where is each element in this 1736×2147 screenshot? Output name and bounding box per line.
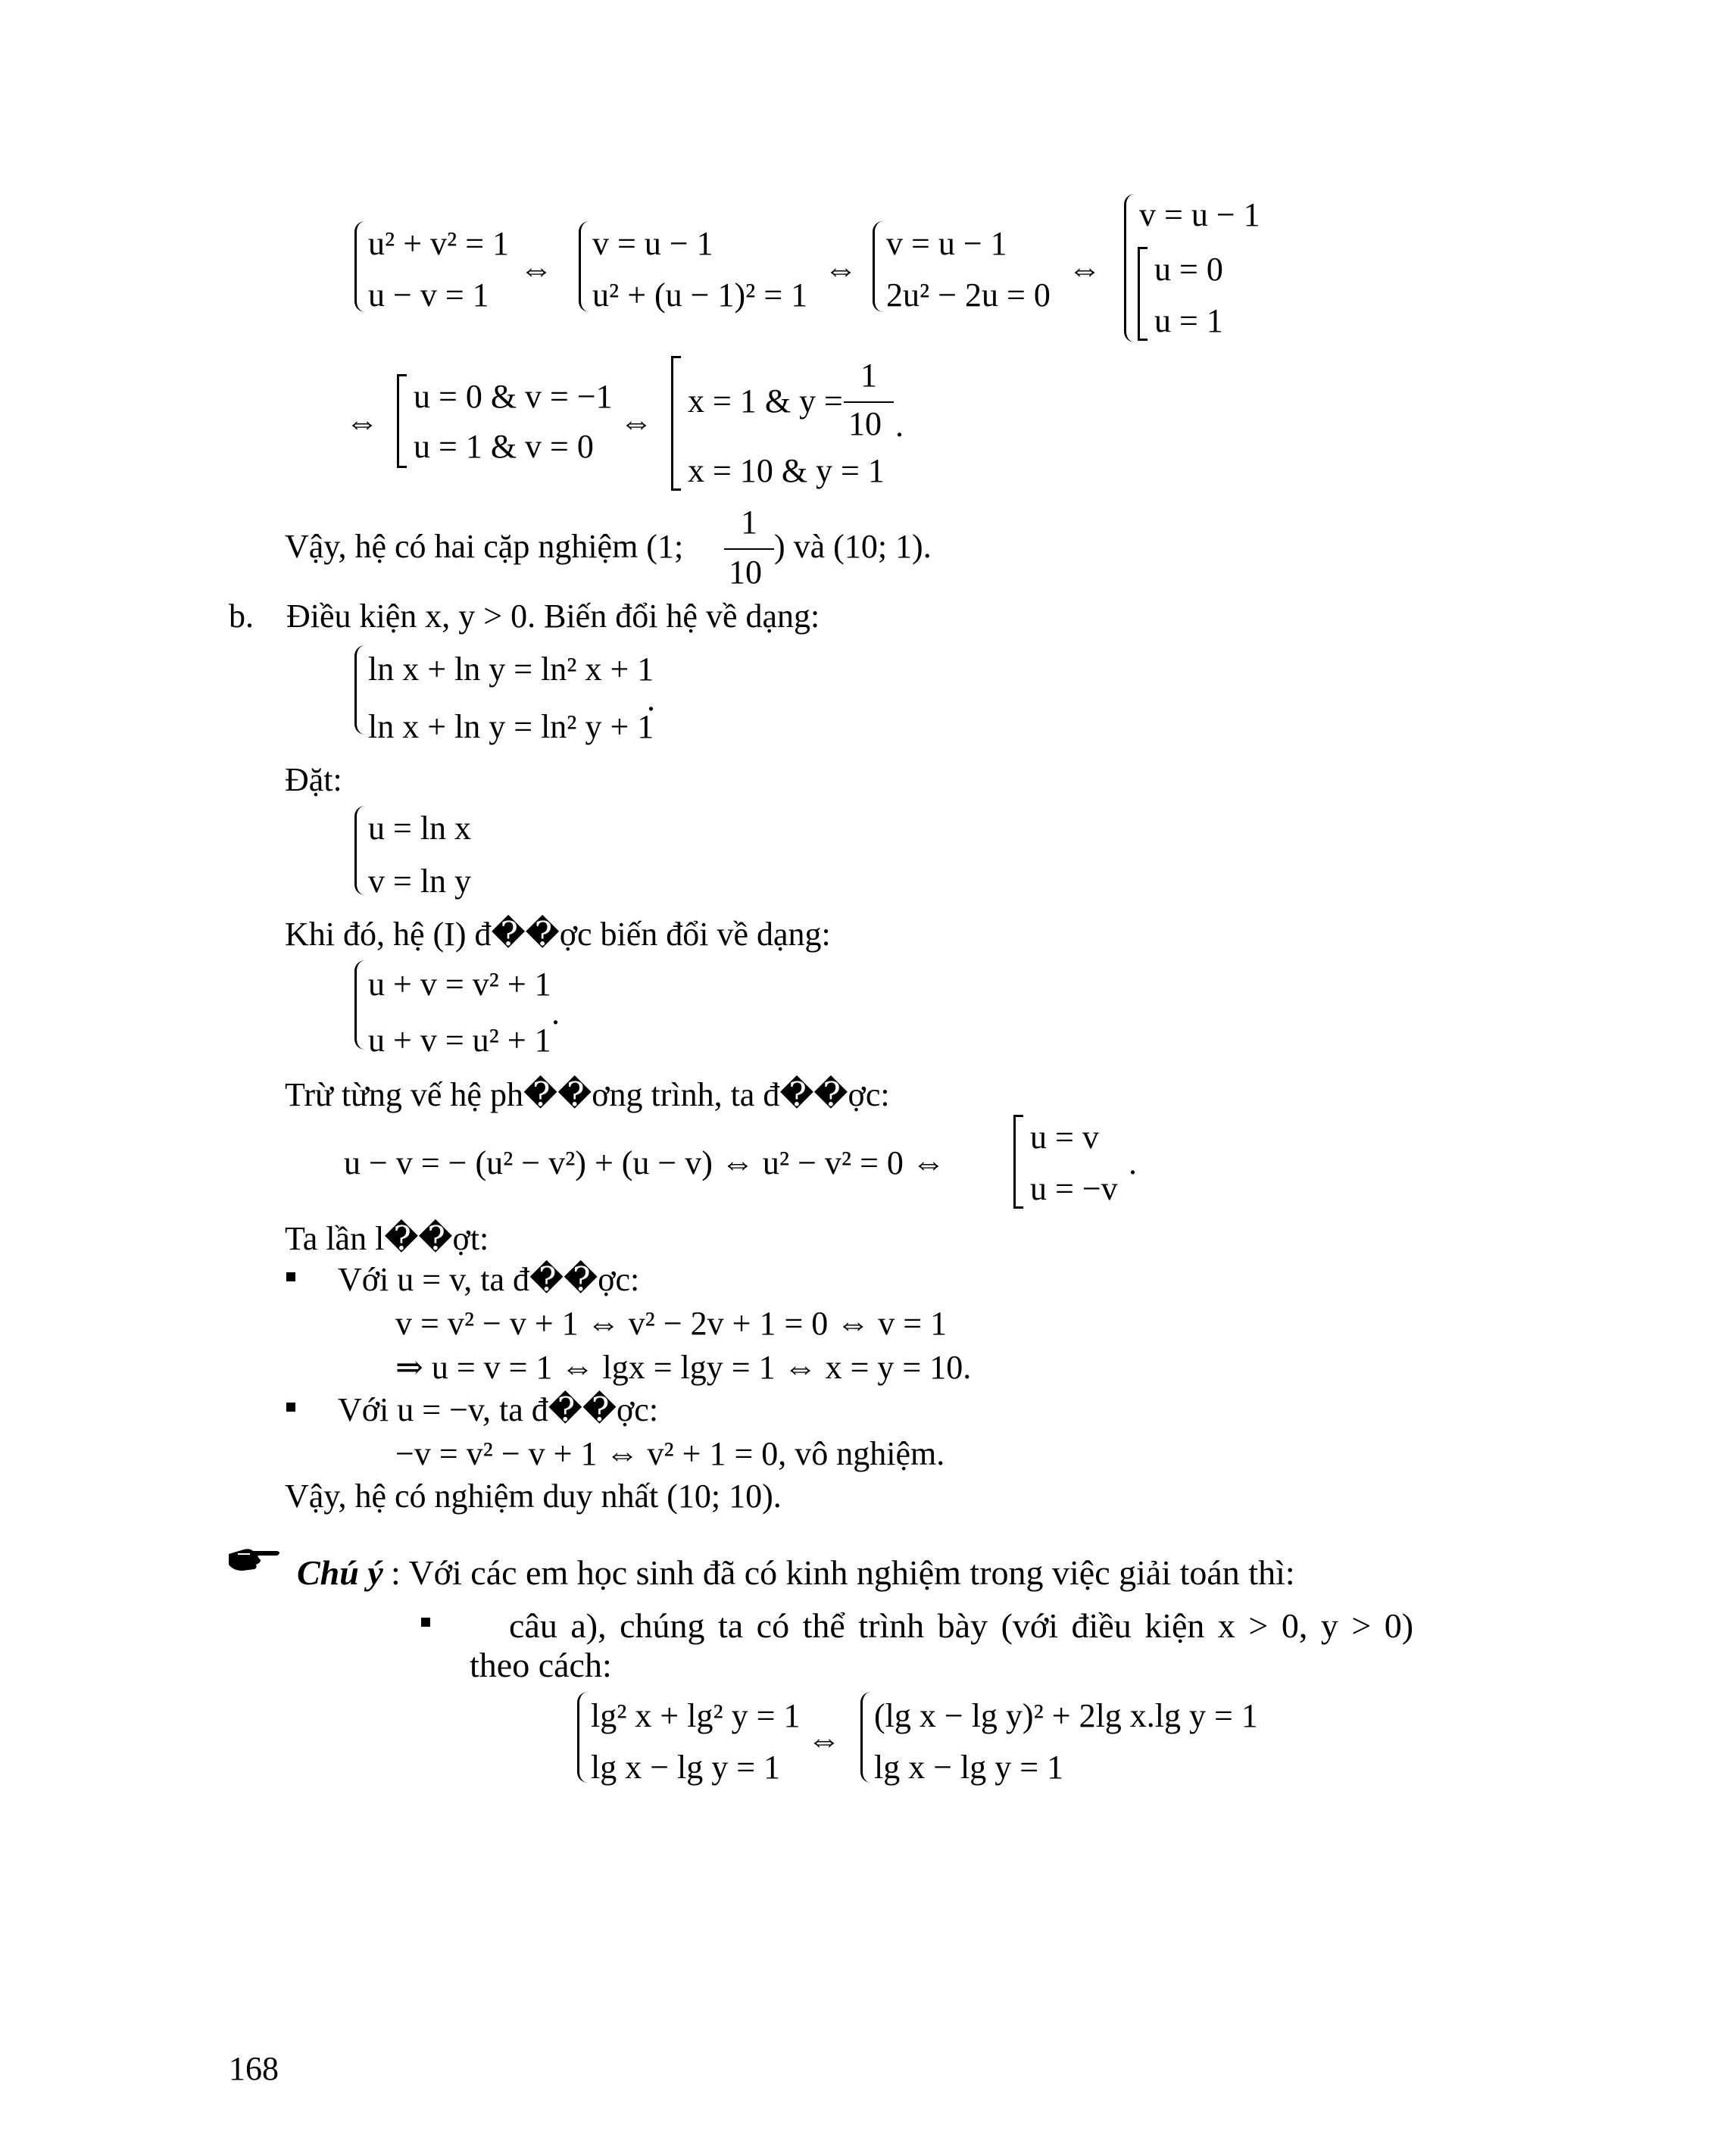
system-2-line-2: u² + (u − 1)² = 1 [592,276,808,314]
pointing-hand-icon [227,1543,283,1574]
system-3-line-1: v = u − 1 [886,225,1007,262]
equivalence-symbol: ⇔ [824,251,857,288]
or-bracket [397,374,407,468]
period: . [1129,1144,1137,1181]
bullet-icon [286,1403,295,1412]
paragraph-text: Khi đó, hệ (I) đ��ợc biến đổi về dạng: [285,916,831,953]
case-heading: Với u = v, ta đ��ợc: [338,1261,640,1298]
case-line-2: ⇒ u = v = 1 ⇔ lgx = lgy = 1 ⇔ x = y = 10. [395,1349,972,1386]
equivalence-symbol: ⇔ [345,404,379,441]
fraction-bar [724,548,774,550]
case-line-1: −v = v² − v + 1 ⇔ v² + 1 = 0, vô nghiệm. [395,1435,945,1472]
system-4-brace [1124,194,1137,342]
system-1-line-2: u − v = 1 [368,276,489,314]
system-brace [577,1692,590,1783]
system-line-2: lg x − lg y = 1 [591,1749,781,1786]
fraction-numerator: 1 [741,504,757,541]
system-line-2: ln x + ln y = ln² y + 1 [368,708,654,745]
system-line-2: u + v = u² + 1 [368,1022,551,1059]
note-item-line-2: theo cách: [470,1646,612,1684]
period: . [551,994,560,1031]
system-3-line-2: 2u² − 2u = 0 [886,276,1051,314]
condition-text: Điều kiện x, y > 0. Biến đổi hệ về dạng: [286,598,820,635]
system-line-1: u = ln x [368,810,472,847]
system-line-1: (lg x − lg y)² + 2lg x.lg y = 1 [874,1697,1258,1734]
system-1-brace [354,221,367,312]
part-label: b. [229,598,254,635]
system-line-2: lg x − lg y = 1 [874,1749,1064,1786]
note-text: : Với các em học sinh đã có kinh nghiệm trong việc giải toán thì: [391,1553,1295,1592]
or-line-1: x = 1 & y = [688,382,843,420]
or-line-2: x = 10 & y = 1 [688,452,885,489]
or-line-1: u = v [1030,1119,1099,1156]
page-number: 168 [229,2050,279,2087]
system-brace [354,645,367,735]
equivalence-symbol: ⇔ [620,404,653,441]
fraction-bar [844,401,894,403]
case-line-1: v = v² − v + 1 ⇔ v² − 2v + 1 = 0 ⇔ v = 1 [395,1305,948,1342]
system-2-line-1: v = u − 1 [592,225,713,262]
bullet-icon [286,1272,295,1281]
system-line-1: u + v = v² + 1 [368,966,551,1003]
system-1-line-1: u² + v² = 1 [368,225,510,262]
or-line-2: u = 1 & v = 0 [414,428,594,465]
system-line-1: lg² x + lg² y = 1 [591,1697,801,1734]
system-3-brace [873,221,885,312]
paragraph-text: Trừ từng vế hệ ph��ơng trình, ta đ��ợc: [285,1076,890,1113]
system-4-line-1: v = u − 1 [1139,196,1260,233]
fraction-denominator: 10 [729,554,762,591]
system-brace [354,960,367,1050]
system-2-brace [579,221,592,312]
or-line-2: u = −v [1030,1170,1118,1207]
period: . [895,407,904,444]
system-4-line-2: u = 0 [1154,251,1223,288]
system-line-1: ln x + ln y = ln² x + 1 [368,651,654,688]
system-brace [354,806,367,895]
conclusion-text: ) và (10; 1). [774,528,932,565]
case-heading: Với u = −v, ta đ��ợc: [338,1391,659,1428]
equivalence-symbol: ⇔ [807,1721,841,1758]
system-4-line-3: u = 1 [1154,302,1223,339]
dat-label: Đặt: [285,761,342,798]
equivalence-symbol: ⇔ [520,251,553,288]
system-line-2: v = ln y [368,863,472,900]
conclusion-text: Vậy, hệ có nghiệm duy nhất (10; 10). [285,1478,782,1515]
equivalence-symbol: ⇔ [1068,251,1101,288]
note-label: Chú ý [297,1553,383,1592]
or-bracket [671,356,681,491]
or-bracket [1013,1115,1023,1209]
system-brace [860,1692,873,1783]
equation-line: u − v = − (u² − v²) + (u − v) ⇔ u² − v² = 0 ⇔ [344,1144,945,1181]
fraction-numerator: 1 [860,357,877,394]
bullet-icon [421,1618,430,1627]
fraction-denominator: 10 [848,405,882,442]
or-bracket [1138,247,1147,341]
or-line-1: u = 0 & v = −1 [414,378,613,415]
conclusion-text: Vậy, hệ có hai cặp nghiệm (1; [285,528,684,565]
note-item-line-1: câu a), chúng ta có thể trình bày (với điều kiện x > 0, y > 0) [509,1606,1414,1645]
period: . [647,681,655,718]
paragraph-text: Ta lần l��ợt: [285,1220,489,1257]
